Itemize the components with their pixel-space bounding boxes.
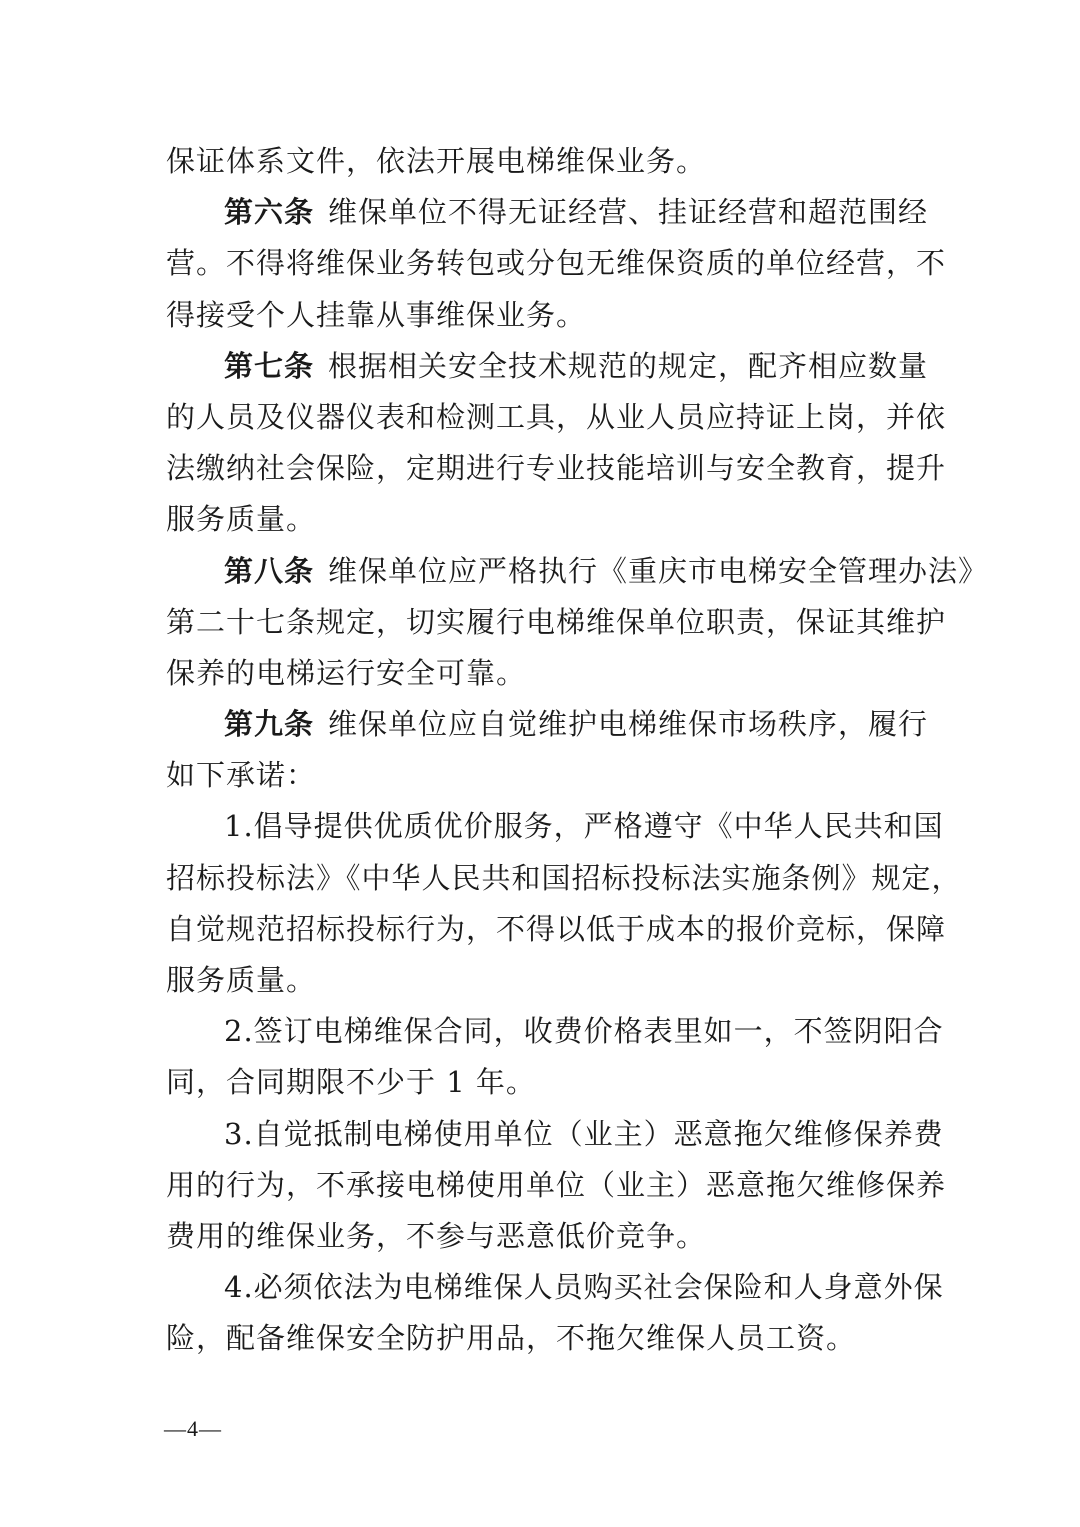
page-number: —4— [164, 1416, 222, 1441]
line-text: 费用的维保业务，不参与恶意低价竞争。 [166, 1218, 707, 1253]
line-text: 保证体系文件，依法开展电梯维保业务。 [166, 144, 707, 178]
text-line [166, 1313, 916, 1364]
line-text: 同，合同期限不少于 1 年。 [166, 1065, 536, 1100]
text-line [166, 1057, 916, 1108]
line-text: 2.签订电梯维保合同，收费价格表里如一，不签阴阳合 [224, 1014, 944, 1049]
text-line [166, 1262, 944, 1313]
line-text: 服务质量。 [166, 963, 317, 997]
article-heading-line [166, 341, 929, 392]
line-text: 用的行为，不承接电梯使用单位（业主）恶意拖欠维修保养 [166, 1167, 947, 1202]
text-line [166, 494, 916, 545]
line-text: 法缴纳社会保险，定期进行专业技能培训与安全教育，提升 [166, 451, 947, 486]
line-text: 1.倡导提供优质优价服务，严格遵守《中华人民共和国 [224, 809, 944, 844]
text-line [166, 853, 962, 904]
line-text: 根据相关安全技术规范的规定，配齐相应数量 [328, 348, 929, 383]
text-line [166, 1109, 944, 1160]
line-text: 营。不得将维保业务转包或分包无维保资质的单位经营，不 [166, 246, 947, 281]
article-heading-line [166, 546, 989, 597]
article-heading-line [166, 187, 929, 238]
article-heading-line [166, 699, 929, 750]
line-text: 得接受个人挂靠从事维保业务。 [166, 297, 587, 332]
text-line [166, 443, 947, 494]
text-line [166, 238, 947, 289]
line-text: 服务质量。 [166, 502, 317, 537]
line-text: 维保单位应严格执行《重庆市电梯安全管理办法》 [328, 553, 989, 588]
line-text: 的人员及仪器仪表和检测工具，从业人员应持证上岗，并依 [166, 399, 947, 434]
text-line [166, 648, 916, 699]
text-line [166, 904, 947, 955]
line-text: 第二十七条规定，切实履行电梯维保单位职责，保证其维护 [166, 604, 947, 639]
line-text: 4.必须依法为电梯维保人员购买社会保险和人身意外保 [224, 1270, 944, 1305]
line-text: 如下承诺： [166, 758, 317, 793]
article-number: 第七条 [224, 348, 315, 383]
article-number: 第九条 [224, 707, 315, 742]
line-text: 维保单位不得无证经营、挂证经营和超范围经 [328, 195, 929, 230]
line-text: 险，配备维保安全防护用品，不拖欠维保人员工资。 [166, 1321, 857, 1356]
text-line [166, 392, 947, 443]
line-text: 维保单位应自觉维护电梯维保市场秩序，履行 [328, 707, 929, 742]
text-line [166, 1006, 944, 1057]
text-line [166, 801, 944, 852]
article-number: 第六条 [224, 195, 315, 230]
text-line [166, 597, 947, 648]
line-text: 自觉规范招标投标行为，不得以低于成本的报价竞标，保障 [166, 911, 947, 946]
text-line [166, 1160, 947, 1211]
line-text: 保养的电梯运行安全可靠。 [166, 655, 527, 690]
text-line [166, 750, 916, 801]
line-text: 招标投标法》《中华人民共和国招标投标法实施条例》规定， [166, 860, 962, 895]
line-text: 3.自觉抵制电梯使用单位（业主）恶意拖欠维修保养费 [224, 1116, 944, 1151]
body-text [166, 136, 989, 1365]
article-number: 第八条 [224, 553, 315, 588]
text-line [166, 136, 916, 187]
text-line [166, 290, 916, 341]
text-line [166, 1211, 916, 1262]
text-line [166, 955, 916, 1006]
